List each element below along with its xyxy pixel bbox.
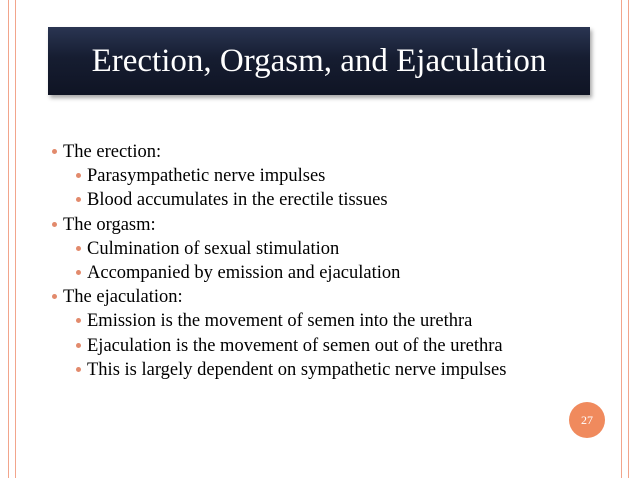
- sub-bullet-text: Culmination of sexual stimulation: [87, 238, 340, 259]
- sub-bullet-text: Emission is the movement of semen into the urethra: [87, 311, 473, 332]
- bullet-item: [52, 213, 612, 237]
- bullet-dot-icon: [76, 173, 81, 178]
- sub-bullet-text: This is largely dependent on sympathetic nerve impulses: [87, 359, 507, 380]
- sub-bullet-item: [52, 261, 612, 285]
- bullet-dot-icon: [52, 222, 57, 227]
- sub-bullet-item: [52, 237, 612, 261]
- sub-bullet-text: Accompanied by emission and ejaculation: [87, 263, 401, 284]
- bullet-text: The orgasm:: [63, 214, 156, 235]
- right-border-line-outer: [628, 0, 629, 478]
- bullet-dot-icon: [76, 246, 81, 251]
- left-border-line-outer: [8, 0, 9, 478]
- bullet-text: The ejaculation:: [63, 287, 183, 308]
- sub-bullet-item: [52, 309, 612, 333]
- bullet-dot-icon: [76, 367, 81, 372]
- bullet-dot-icon: [76, 343, 81, 348]
- bullet-text: The erection:: [63, 142, 162, 162]
- left-border-line-inner: [15, 0, 16, 478]
- bullet-item: [52, 285, 612, 309]
- bullet-dot-icon: [52, 149, 57, 154]
- sub-bullet-item: [52, 164, 612, 188]
- bullet-dot-icon: [52, 294, 57, 299]
- page-number: 27: [581, 412, 593, 427]
- sub-bullet-text: Blood accumulates in the erectile tissues: [87, 190, 388, 211]
- sub-bullet-text: Parasympathetic nerve impulses: [87, 166, 326, 187]
- bullet-dot-icon: [76, 197, 81, 202]
- bullet-dot-icon: [76, 318, 81, 323]
- slide-title: Erection, Orgasm, and Ejaculation: [91, 42, 547, 79]
- bullet-item: [52, 140, 612, 164]
- bullet-dot-icon: [76, 270, 81, 275]
- page-number-badge: [569, 402, 605, 438]
- right-border-line-inner: [621, 0, 622, 478]
- sub-bullet-item: [52, 334, 612, 358]
- sub-bullet-item: [52, 188, 612, 212]
- title-bar: [48, 27, 590, 95]
- sub-bullet-text: Ejaculation is the movement of semen out of the urethra: [87, 335, 503, 356]
- bullet-list: [52, 140, 612, 382]
- sub-bullet-item: [52, 358, 612, 382]
